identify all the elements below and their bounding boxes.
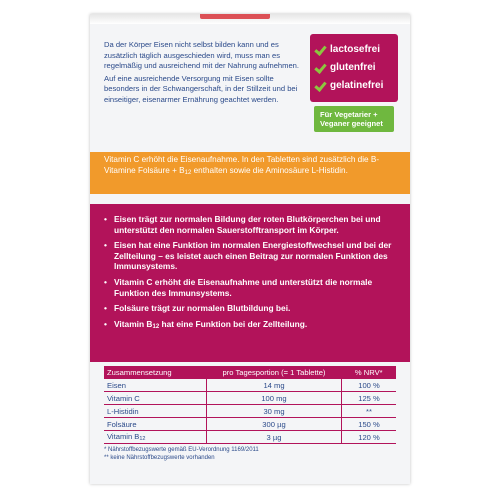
footnote-2: ** keine Nährstoffbezugswerte vorhanden — [104, 455, 215, 461]
bullet: • — [104, 240, 107, 251]
package-back-panel — [90, 14, 410, 484]
ingredient-name: Vitamin C — [104, 392, 207, 405]
vegan-badge — [314, 106, 394, 132]
health-claims-panel — [90, 204, 410, 362]
footnotes — [104, 446, 394, 462]
claim-text: Folsäure trägt zur normalen Blutbildung bei. — [114, 303, 291, 314]
ingredient-nrv: 100 % — [342, 379, 397, 392]
ingredient-amount: 300 µg — [207, 418, 342, 431]
claim-text-b: hat eine Funktion bei der Zellteilung. — [159, 318, 308, 329]
claim-item — [104, 303, 396, 314]
nutrition-table — [104, 366, 396, 444]
badge-glutenfrei — [316, 58, 392, 76]
bullet: • — [104, 214, 107, 224]
ingredient-subscript: 12 — [139, 436, 146, 442]
table-row — [104, 379, 396, 392]
badge-gelatinefrei — [316, 76, 392, 94]
ingredient-name: L-Histidin — [104, 405, 207, 418]
claim-text — [114, 319, 307, 333]
ingredient-nrv: 150 % — [342, 418, 397, 431]
ingredient-nrv: 125 % — [342, 392, 397, 405]
claim-item — [104, 319, 396, 333]
claim-text: Vitamin C erhöht die Eisenaufnahme und unterstützt die normale Funktion des Immunsystems. — [114, 276, 373, 298]
column-header: pro Tagesportion (= 1 Tablette) — [207, 366, 342, 379]
table-row — [104, 418, 396, 431]
intro-text — [104, 40, 310, 108]
claim-text: Eisen trägt zur normalen Bildung der roten Blutkörperchen bei und unterstützt den normalen Sauerstofftransport im Körper. — [114, 214, 381, 235]
intro-paragraph-2: Auf eine ausreichende Versorgung mit Eisen sollte besonders in der Schwangerschaft, in der Stillzeit und bei einseitiger, eisenarmer Ernährung geachtet werden. — [104, 73, 298, 104]
ingredient-nrv: 120 % — [342, 431, 397, 444]
ingredient-amount: 100 mg — [207, 392, 342, 405]
claim-text-a: Vitamin B — [114, 318, 153, 329]
claim-text: Eisen hat eine Funktion im normalen Energiestoffwechsel und bei der Zellteilung – es leistet auch einen Beitrag zur normalen Funktion des Immunsystems. — [114, 240, 392, 272]
claim-subscript: 12 — [152, 323, 160, 330]
bullet: • — [104, 318, 107, 329]
brand-logo-fragment — [200, 14, 270, 19]
check-icon — [316, 44, 326, 54]
table-header-row — [104, 366, 396, 379]
table-row — [104, 431, 396, 444]
claim-item — [104, 240, 396, 272]
table-row — [104, 405, 396, 418]
ingredient-amount: 14 mg — [207, 379, 342, 392]
claim-item — [104, 277, 396, 298]
ingredient-amount: 3 µg — [207, 431, 342, 444]
vegan-line-2: Veganer geeignet — [320, 119, 383, 128]
ingredient-name-a: Vitamin B — [107, 432, 140, 441]
ingredient-name: Eisen — [104, 379, 207, 392]
badge-label: lactosefrei — [330, 43, 381, 55]
ingredient-name: Folsäure — [104, 418, 207, 431]
claim-item — [104, 214, 396, 235]
column-header: % NRV* — [342, 366, 397, 379]
orange-text-1: Vitamin C erhöht die Eisenaufnahme. In den Tabletten sind zusätzlich die B-Vitamine Folsäure + B — [104, 155, 380, 175]
ingredient-name — [104, 431, 207, 444]
orange-text-2: enthalten sowie die Aminosäure L-Histidin. — [191, 165, 348, 175]
bullet: • — [104, 303, 107, 314]
package-top-edge — [90, 14, 410, 24]
intro-paragraph-1: Da der Körper Eisen nicht selbst bilden kann und es zusätzlich täglich ausgeschieden wird, muss man es regelmäßig und ausreichend mit der Nahrung aufnehmen. — [104, 40, 300, 71]
vitamin-c-info-band — [90, 152, 410, 194]
ingredient-amount: 30 mg — [207, 405, 342, 418]
badge-label: gelatinefrei — [330, 79, 384, 91]
check-icon — [316, 62, 326, 72]
badge-lactosefrei — [316, 40, 392, 58]
orange-subscript: 12 — [184, 169, 192, 176]
table-row — [104, 392, 396, 405]
badge-label: glutenfrei — [330, 61, 376, 73]
ingredient-nrv: ** — [342, 405, 397, 418]
vegan-line-1: Für Vegetarier + — [320, 110, 378, 119]
footnote-1: * Nährstoffbezugswerte gemäß EU-Verordnung 1169/2011 — [104, 447, 259, 453]
free-from-badges — [310, 34, 398, 102]
column-header: Zusammensetzung — [104, 366, 207, 379]
bullet: • — [104, 276, 107, 287]
check-icon — [316, 80, 326, 90]
